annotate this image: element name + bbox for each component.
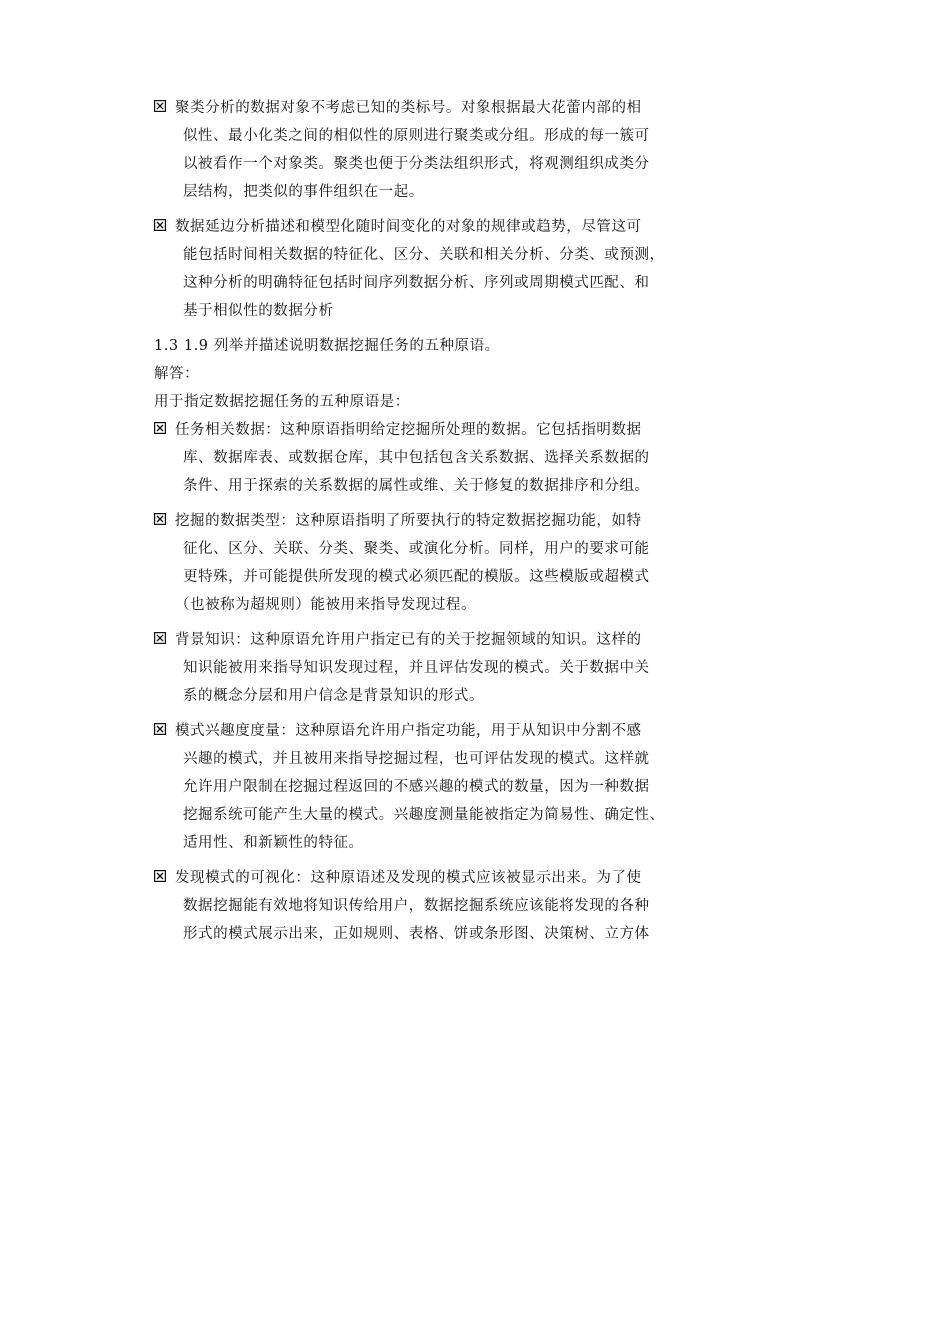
- bullet-line: 以被看作一个对象类。聚类也便于分类法组织形式，将观测组织成类分: [183, 156, 650, 172]
- bullet-line: 层结构，把类似的事件组织在一起。: [183, 184, 424, 200]
- bullet-item: [154, 416, 694, 500]
- bullet-line: 库、数据库表、或数据仓库，其中包括包含关系数据、选择关系数据的: [183, 450, 650, 466]
- bullet-line: 形式的模式展示出来，正如规则、表格、饼或条形图、决策树、立方体: [183, 926, 650, 942]
- bullet-item: [154, 507, 694, 619]
- bullet-line: 数据挖掘能有效地将知识传给用户，数据挖掘系统应该能将发现的各种: [183, 898, 650, 914]
- checkbox-x-icon: [154, 422, 166, 434]
- intro-text: 用于指定数据挖掘任务的五种原语是：: [154, 394, 410, 410]
- bullet-line: 系的概念分层和用户信念是背景知识的形式。: [183, 688, 484, 704]
- checkbox-x-icon: [154, 723, 166, 735]
- bullet-line: 发现模式的可视化：这种原语述及发现的模式应该被显示出来。为了使: [175, 870, 642, 886]
- bullet-line: 数据延边分析描述和模型化随时间变化的对象的规律或趋势，尽管这可: [175, 219, 642, 235]
- bullet-line: 似性、最小化类之间的相似性的原则进行聚类或分组。形成的每一簇可: [183, 128, 650, 144]
- bullet-item: [154, 94, 694, 206]
- bullet-item: [154, 213, 694, 325]
- bullet-line: 更特殊，并可能提供所发现的模式必须匹配的模版。这些模版或超模式: [183, 569, 650, 585]
- bullet-line: 这种分析的明确特征包括时间序列数据分析、序列或周期模式匹配、和: [183, 275, 650, 291]
- bullet-line: 兴趣的模式，并且被用来指导挖掘过程，也可评估发现的模式。这样就: [183, 751, 650, 767]
- checkbox-x-icon: [154, 100, 166, 112]
- bullet-line: 挖掘系统可能产生大量的模式。兴趣度测量能被指定为简易性、确定性、: [183, 807, 665, 823]
- checkbox-x-icon: [154, 513, 166, 525]
- bullet-line: 任务相关数据：这种原语指明给定挖掘所处理的数据。它包括指明数据: [175, 422, 642, 438]
- bullet-line: 基于相似性的数据分析: [183, 303, 334, 319]
- bullet-item: [154, 626, 694, 710]
- bullet-item: [154, 717, 694, 857]
- bullet-line: 模式兴趣度度量：这种原语允许用户指定功能，用于从知识中分割不感: [175, 723, 642, 739]
- checkbox-x-icon: [154, 632, 166, 644]
- bullet-line: 挖掘的数据类型：这种原语指明了所要执行的特定数据挖掘功能，如特: [175, 513, 642, 529]
- bullet-line: 条件、用于探索的关系数据的属性或维、关于修复的数据排序和分组。: [183, 478, 650, 494]
- bullet-line: 背景知识：这种原语允许用户指定已有的关于挖掘领域的知识。这样的: [175, 632, 642, 648]
- answer-label: 解答：: [154, 366, 200, 382]
- bullet-line: （也被称为超规则）能被用来指导发现过程。: [175, 597, 476, 613]
- checkbox-x-icon: [154, 870, 166, 882]
- document-page: [154, 94, 694, 955]
- bullet-line: 适用性、和新颖性的特征。: [183, 835, 364, 851]
- bullet-line: 征化、区分、关联、分类、聚类、或演化分析。同样，用户的要求可能: [183, 541, 650, 557]
- bullet-line: 知识能被用来指导知识发现过程，并且评估发现的模式。关于数据中关: [183, 660, 650, 676]
- bullet-line: 聚类分析的数据对象不考虑已知的类标号。对象根据最大花蕾内部的相: [175, 100, 642, 116]
- bullet-line: 允许用户限制在挖掘过程返回的不感兴趣的模式的数量，因为一种数据: [183, 779, 650, 795]
- bullet-item: [154, 864, 694, 948]
- checkbox-x-icon: [154, 219, 166, 231]
- bullet-line: 能包括时间相关数据的特征化、区分、关联和相关分析、分类、或预测，: [183, 247, 665, 263]
- question-heading: 1.3 1.9 列举并描述说明数据挖掘任务的五种原语。: [154, 338, 500, 354]
